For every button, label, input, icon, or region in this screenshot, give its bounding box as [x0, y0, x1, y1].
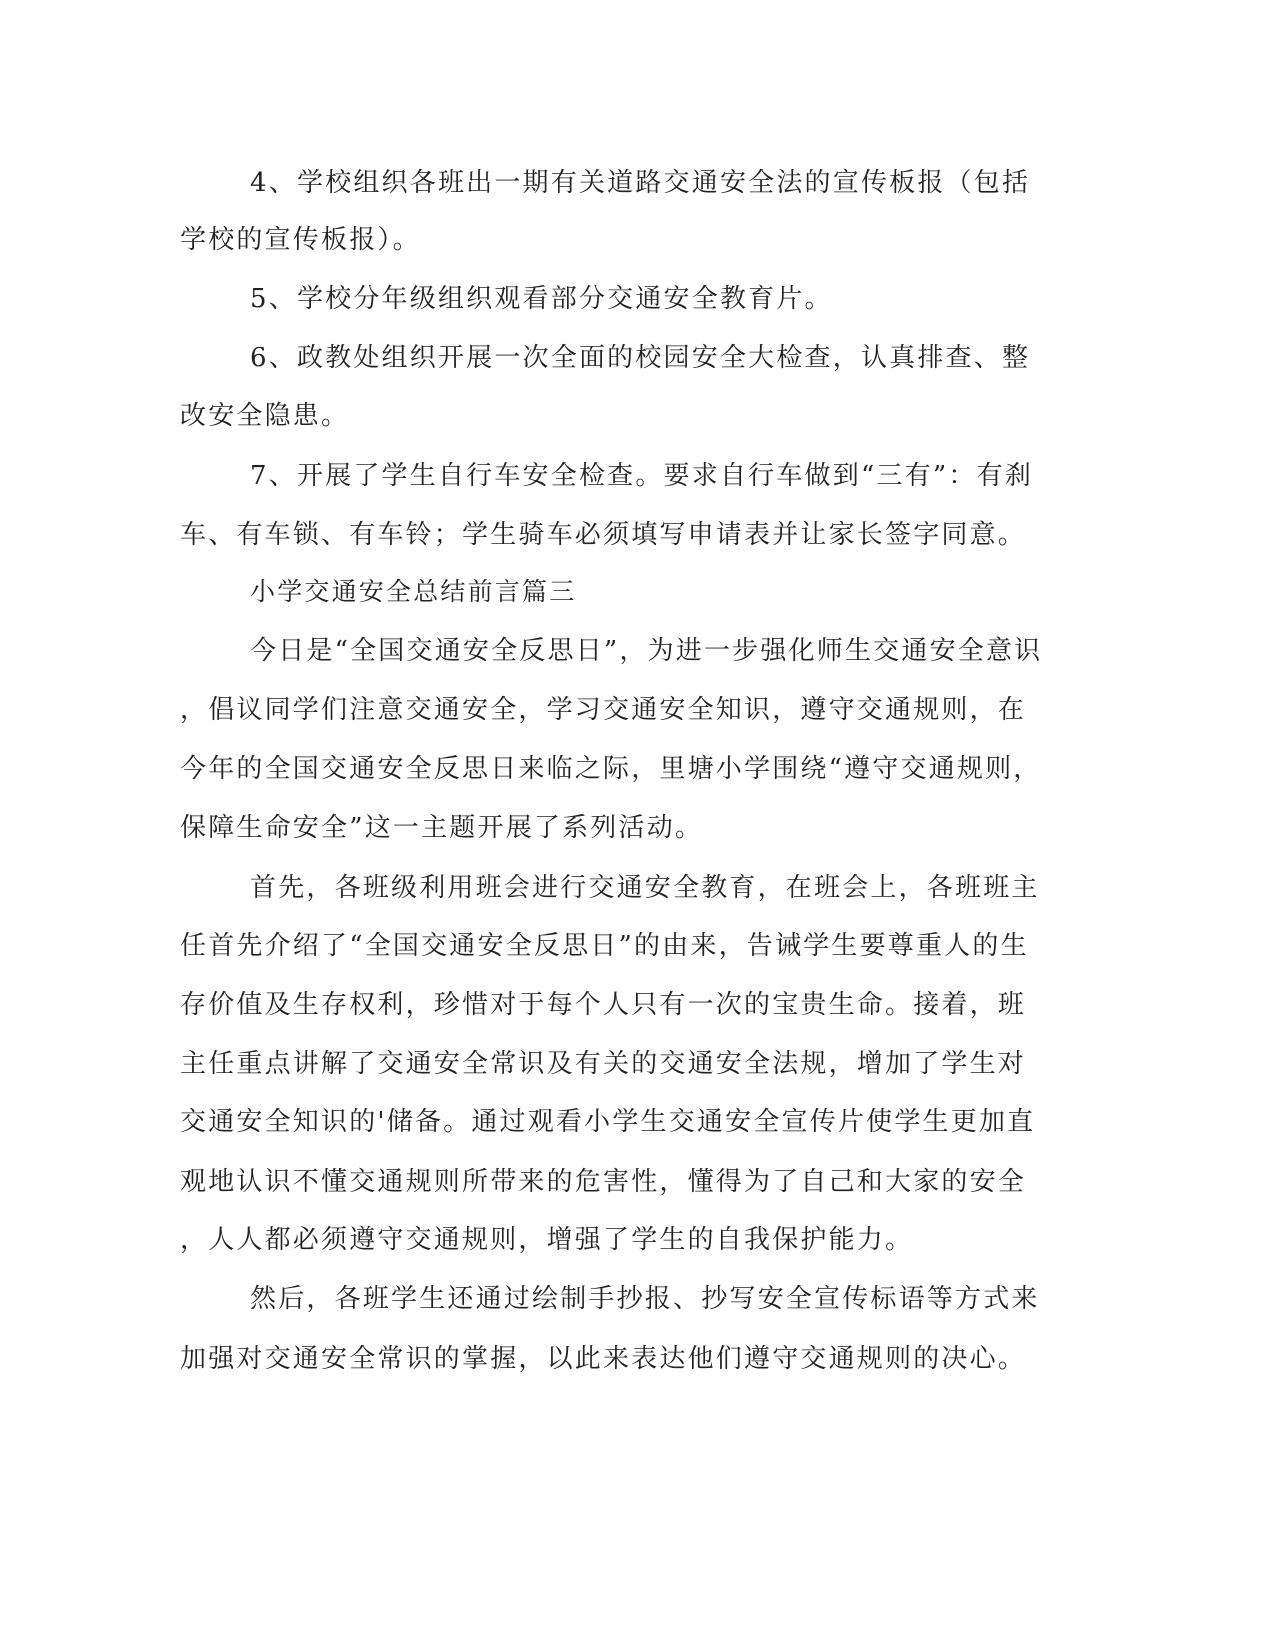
paragraph-first-line-2: 任首先介绍了“全国交通安全反思日”的由来，告诫学生要尊重人的生 [180, 931, 1029, 961]
paragraph-6-line-2: 改安全隐患。 [180, 401, 350, 431]
paragraph-first-line-4: 主任重点讲解了交通安全常识及有关的交通安全法规，增加了学生对 [180, 1049, 1027, 1079]
paragraph-then-line-1: 然后，各班学生还通过绘制手抄报、抄写安全宣传标语等方式来 [250, 1284, 1040, 1314]
paragraph-first-line-3: 存价值及生存权利，珍惜对于每个人只有一次的宝贵生命。接着，班 [180, 990, 1027, 1020]
paragraph-then-line-2: 加强对交通安全常识的掌握，以此来表达他们遵守交通规则的决心。 [180, 1344, 1027, 1374]
paragraph-first-line-5: 交通安全知识的'储备。通过观看小学生交通安全宣传片使学生更加直 [180, 1107, 1036, 1137]
paragraph-intro-line-4: 保障生命安全”这一主题开展了系列活动。 [180, 813, 704, 843]
paragraph-6-line-1: 6、政教处组织开展一次全面的校园安全大检查，认真排查、整 [250, 343, 1031, 373]
paragraph-first-line-6: 观地认识不懂交通规则所带来的危害性，懂得为了自己和大家的安全 [180, 1167, 1027, 1197]
paragraph-7-line-1: 7、开展了学生自行车安全检查。要求自行车做到“三有”：有刹 [250, 461, 1033, 491]
paragraph-intro-line-1: 今日是“全国交通安全反思日”，为进一步强化师生交通安全意识 [250, 636, 1043, 666]
paragraph-intro-line-2: ，倡议同学们注意交通安全，学习交通安全知识，遵守交通规则，在 [180, 695, 1027, 725]
paragraph-5-line-1: 5、学校分年级组织观看部分交通安全教育片。 [250, 284, 833, 314]
paragraph-4-line-2: 学校的宣传板报）。 [180, 225, 421, 255]
paragraph-7-line-2: 车、有车锁、有车铃；学生骑车必须填写申请表并让家长签字同意。 [180, 520, 1027, 550]
paragraph-first-line-1: 首先，各班级利用班会进行交通安全教育，在班会上，各班班主 [250, 873, 1040, 903]
paragraph-first-line-7: ，人人都必须遵守交通规则，增强了学生的自我保护能力。 [180, 1225, 914, 1255]
paragraph-4-line-1: 4、学校组织各班出一期有关道路交通安全法的宣传板报（包括 [250, 168, 1031, 198]
paragraph-intro-line-3: 今年的全国交通安全反思日来临之际，里塘小学围绕“遵守交通规则， [180, 754, 1042, 784]
section-heading: 小学交通安全总结前言篇三 [250, 577, 577, 606]
